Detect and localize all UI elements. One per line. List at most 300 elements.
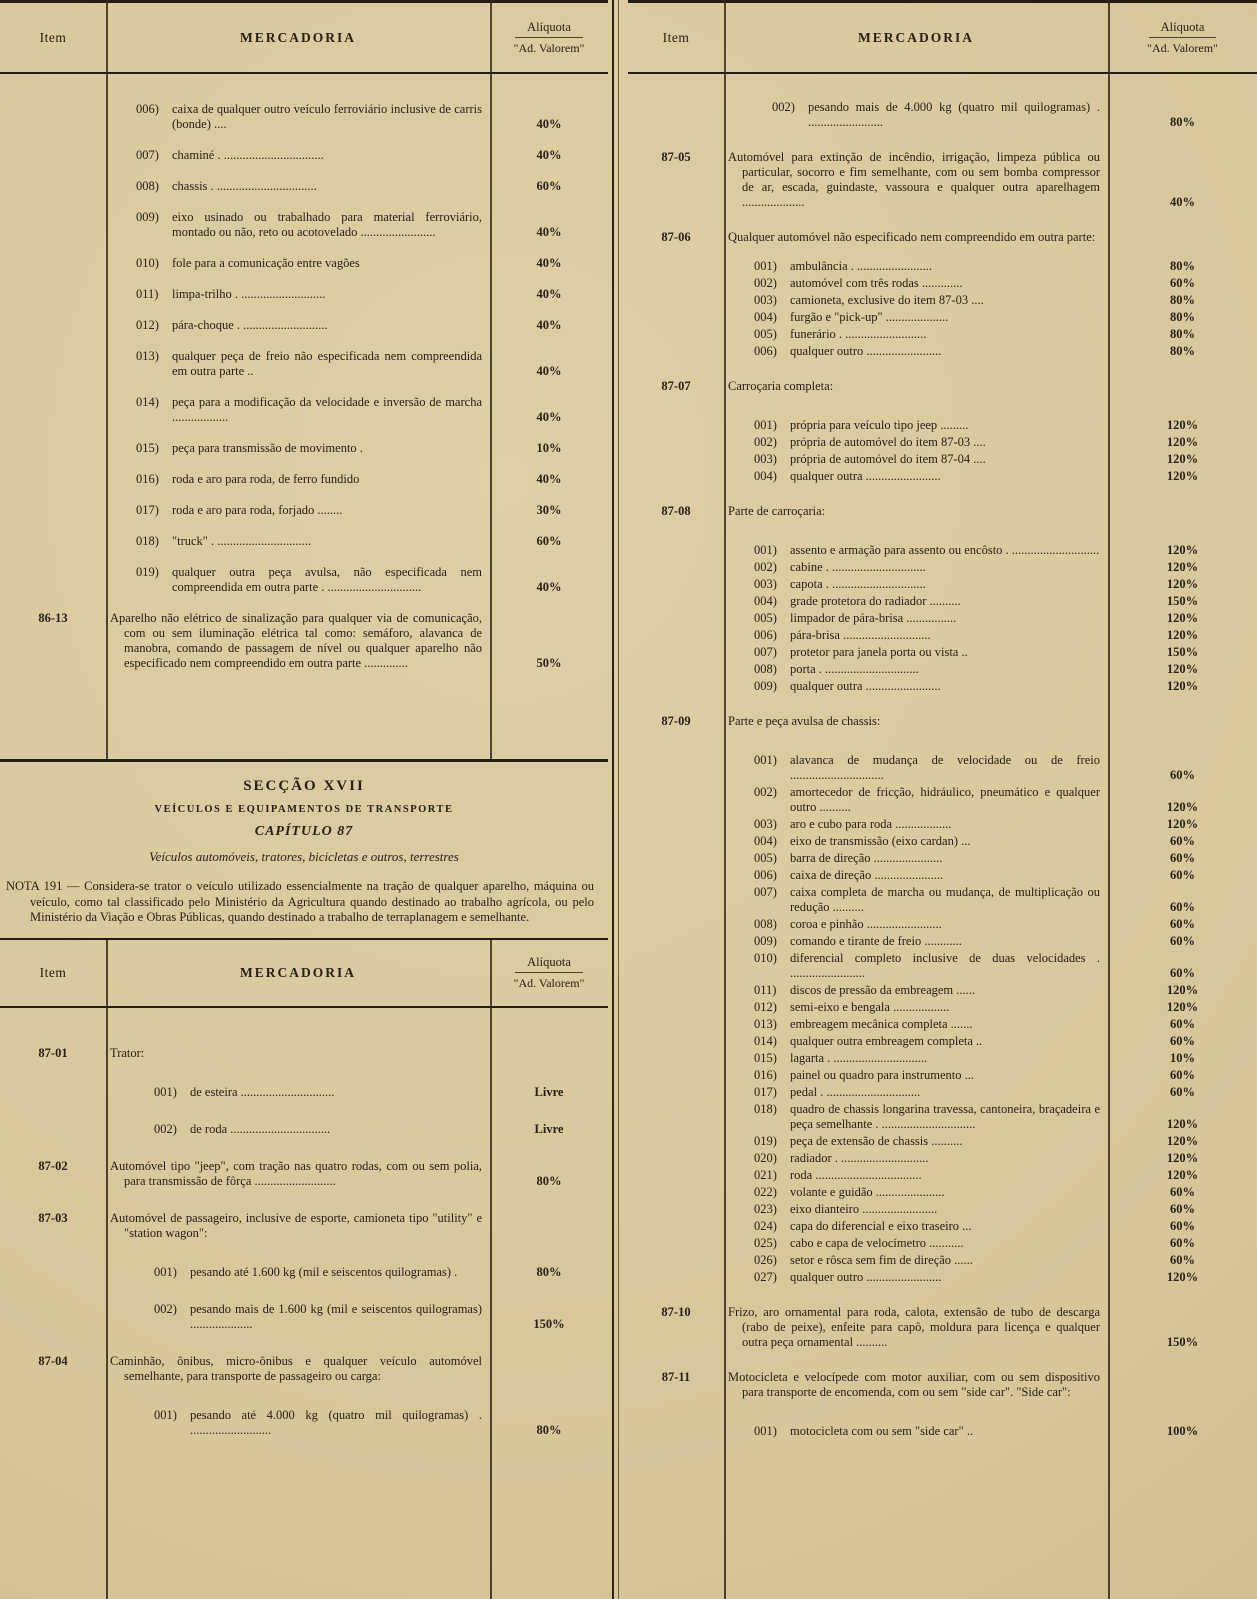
rate-value: 60% <box>1170 966 1195 980</box>
description-cell <box>106 318 490 333</box>
item-code: 86-13 <box>38 611 68 625</box>
rate-value: 40% <box>536 287 562 301</box>
description-cell <box>724 1253 1108 1268</box>
description-text: de roda ................................ <box>190 1121 331 1136</box>
sub-item-number: 002) <box>754 785 777 799</box>
sub-item-number: 009) <box>754 934 777 948</box>
description-text: chaminé . ................................ <box>172 148 324 162</box>
rate-value: 120% <box>1166 543 1199 557</box>
description-cell <box>724 1151 1108 1166</box>
rate-value: 60% <box>1170 1034 1195 1048</box>
tariff-row <box>628 1424 1257 1439</box>
rate-value: 50% <box>536 656 562 670</box>
tariff-row <box>628 1168 1257 1183</box>
sub-item-number: 022) <box>754 1185 777 1199</box>
sub-item-number: 001) <box>754 753 777 767</box>
description-text: automóvel com três rodas ............. <box>790 276 963 290</box>
rate-value: 60% <box>1170 834 1195 848</box>
description-cell <box>724 611 1108 626</box>
sub-item-number: 015) <box>136 441 159 455</box>
sub-item-number: 005) <box>754 327 777 341</box>
tariff-row <box>628 1202 1257 1217</box>
description-text: barra de direção ...................... <box>790 851 943 865</box>
rate-value: 150% <box>1166 594 1199 608</box>
description-cell <box>106 287 490 302</box>
tariff-row <box>0 611 608 671</box>
tariff-row <box>628 435 1257 450</box>
sub-item-number: 003) <box>754 293 777 307</box>
item-code: 87-03 <box>38 1210 68 1225</box>
description-text: setor e rôsca sem fim de direção ...... <box>790 1253 973 1267</box>
description-cell <box>106 179 490 194</box>
tariff-row <box>628 1185 1257 1200</box>
tariff-row <box>0 395 608 425</box>
rate-value: 40% <box>536 580 562 594</box>
sub-item-number: 002) <box>754 560 777 574</box>
rate-value: 60% <box>1170 900 1195 914</box>
tariff-row <box>628 1219 1257 1234</box>
tariff-row <box>628 1305 1257 1350</box>
item-code: 87-11 <box>661 1370 691 1384</box>
sub-item-number: 015) <box>754 1051 777 1065</box>
tariff-row <box>628 1068 1257 1083</box>
tariff-row <box>628 1000 1257 1015</box>
rate-value: 60% <box>1170 934 1195 948</box>
description-text: eixo de transmissão (eixo cardan) ... <box>790 834 971 848</box>
description-text: aro e cubo para roda .................. <box>790 817 952 831</box>
description-cell <box>724 885 1108 915</box>
rate-value: 120% <box>1166 1168 1199 1182</box>
description-cell <box>106 102 490 132</box>
rate-value: 120% <box>1166 983 1199 997</box>
description-cell <box>724 1034 1108 1049</box>
tariff-row <box>628 934 1257 949</box>
tariff-row <box>628 662 1257 677</box>
header-aliquota-line2: "Ad. Valorem" <box>1147 40 1218 55</box>
description-text: porta . .............................. <box>790 662 919 676</box>
tariff-row <box>628 344 1257 359</box>
description-text: pedal . .............................. <box>790 1085 921 1099</box>
tariff-row <box>628 594 1257 609</box>
sub-item-number: 009) <box>754 679 777 693</box>
tariff-row <box>0 441 608 456</box>
tariff-row <box>628 753 1257 783</box>
sub-item-number: 026) <box>754 1253 777 1267</box>
description-cell <box>724 934 1108 949</box>
description-cell <box>724 679 1108 694</box>
rate-value: 120% <box>1166 1117 1199 1131</box>
tariff-row <box>628 1085 1257 1100</box>
description-cell <box>724 100 1108 130</box>
item-code: 87-08 <box>661 504 691 518</box>
tariff-row <box>628 645 1257 660</box>
rate-value: 40% <box>536 318 562 332</box>
vertical-rule <box>106 940 108 1599</box>
description-text: discos de pressão da embreagem ...... <box>790 983 976 997</box>
sub-item-number: 004) <box>754 834 777 848</box>
description-text: Qualquer automóvel não especificado nem compreendido em outra parte: <box>728 230 1096 244</box>
rate-value: Livre <box>534 1121 564 1136</box>
vertical-rule <box>724 0 726 1599</box>
table-rows <box>628 74 1257 1439</box>
sub-item-number: 004) <box>754 594 777 608</box>
sub-item-number: 007) <box>136 148 159 162</box>
description-text: quadro de chassis longarina travessa, cantoneira, braçadeira e peça semelhante . .............................. <box>790 1102 1100 1131</box>
sub-item-number: 002) <box>754 276 777 290</box>
section-heading <box>0 762 608 869</box>
sub-item-number: 001) <box>754 1424 777 1438</box>
rate-value: 100% <box>1166 1424 1199 1438</box>
sub-item-number: 007) <box>754 885 777 899</box>
tariff-row <box>628 1034 1257 1049</box>
description-cell <box>724 327 1108 342</box>
description-text: própria de automóvel do item 87-04 .... <box>790 452 986 466</box>
table-header <box>0 940 608 1008</box>
description-text: semi-eixo e bengala .................. <box>790 1000 950 1014</box>
tariff-row <box>628 714 1257 729</box>
description-cell <box>724 1085 1108 1100</box>
sub-item-number: 007) <box>754 645 777 659</box>
item-code: 87-02 <box>38 1158 68 1173</box>
tariff-row <box>628 1151 1257 1166</box>
description-cell <box>724 230 1108 245</box>
rate-value: 60% <box>536 179 562 193</box>
sub-item-number: 002) <box>154 1121 177 1136</box>
tariff-row <box>628 785 1257 815</box>
sub-item-number: 001) <box>754 543 777 557</box>
description-cell <box>724 868 1108 883</box>
header-aliquota-line1: Alíquota <box>1149 20 1217 38</box>
description-text: alavanca de mudança de velocidade ou de freio .............................. <box>790 753 1100 782</box>
description-text: comando e tirante de freio ............ <box>790 934 962 948</box>
description-text: volante e guidão ...................... <box>790 1185 945 1199</box>
chapter-description: Veículos automóveis, tratores, bicicletas e outros, terrestres <box>149 849 459 864</box>
tariff-row <box>0 1302 608 1332</box>
description-cell <box>106 503 490 518</box>
description-text: pára-brisa ............................ <box>790 628 931 642</box>
sub-item-number: 013) <box>136 349 159 363</box>
description-text: Parte de carroçaria: <box>728 504 826 518</box>
description-cell <box>724 1051 1108 1066</box>
sub-item-number: 012) <box>136 318 159 332</box>
tariff-row <box>628 327 1257 342</box>
description-text: caixa completa de marcha ou mudança, de multiplicação ou redução .......... <box>790 885 1100 914</box>
description-text: qualquer outra embreagem completa .. <box>790 1034 983 1048</box>
sub-item-number: 004) <box>754 310 777 324</box>
rate-value: 150% <box>533 1316 565 1331</box>
description-cell <box>724 662 1108 677</box>
description-cell <box>724 1168 1108 1183</box>
rate-value: 60% <box>1170 917 1195 931</box>
description-cell <box>724 560 1108 575</box>
rate-value: 10% <box>536 441 562 455</box>
description-cell <box>724 469 1108 484</box>
tariff-row <box>0 565 608 595</box>
rate-value: 60% <box>1170 851 1195 865</box>
vertical-rule <box>1108 0 1110 1599</box>
rate-value: 30% <box>536 503 562 517</box>
tariff-row <box>628 293 1257 308</box>
description-cell <box>724 645 1108 660</box>
description-cell <box>724 1017 1108 1032</box>
description-text: diferencial completo inclusive de duas velocidades . ........................ <box>790 951 1100 980</box>
tariff-row <box>0 503 608 518</box>
sub-item-number: 027) <box>754 1270 777 1284</box>
description-cell <box>106 210 490 240</box>
tariff-row <box>0 1159 608 1189</box>
description-cell <box>724 1236 1108 1251</box>
description-text: grade protetora do radiador .......... <box>790 594 961 608</box>
description-text: capa do diferencial e eixo traseiro ... <box>790 1219 972 1233</box>
table-rows <box>0 1008 608 1438</box>
tariff-row <box>628 868 1257 883</box>
rate-value: 80% <box>1170 259 1195 273</box>
header-item: Item <box>39 29 67 45</box>
tariff-row <box>0 349 608 379</box>
description-text: camioneta, exclusive do item 87-03 .... <box>790 293 984 307</box>
description-cell <box>724 753 1108 783</box>
tariff-row <box>0 534 608 549</box>
item-code: 87-09 <box>661 714 691 728</box>
description-text: de esteira .............................. <box>190 1084 335 1099</box>
right-column <box>628 0 1257 1599</box>
description-text: capota . .............................. <box>790 577 926 591</box>
description-text: cabo e capa de velocímetro ........... <box>790 1236 964 1250</box>
description-text: Caminhão, ônibus, micro-ônibus e qualquer veículo automóvel semelhante, para transporte de passageiro ou carga: <box>110 1353 482 1383</box>
description-cell <box>106 1408 490 1438</box>
sub-item-number: 012) <box>754 1000 777 1014</box>
rate-value: 60% <box>1170 1253 1195 1267</box>
description-cell <box>724 917 1108 932</box>
rate-value: 40% <box>536 472 562 486</box>
sub-item-number: 019) <box>136 565 159 579</box>
rate-value: 40% <box>536 148 562 162</box>
rate-value: 40% <box>536 225 562 239</box>
sub-item-number: 013) <box>754 1017 777 1031</box>
rate-value: 60% <box>1170 1185 1195 1199</box>
description-cell <box>724 1270 1108 1285</box>
tariff-row <box>628 543 1257 558</box>
header-aliquota-line1: Alíquota <box>515 20 583 38</box>
description-text: eixo usinado ou trabalhado para material ferroviário, montado ou não, reto ou acotovelado ........................ <box>172 210 482 239</box>
description-text: peça para a modificação da velocidade e inversão de marcha .................. <box>172 395 482 424</box>
sub-item-number: 011) <box>136 287 159 301</box>
rate-value: 120% <box>1166 662 1199 676</box>
sub-item-number: 017) <box>136 503 159 517</box>
description-text: qualquer outra ........................ <box>790 679 941 693</box>
description-cell <box>106 349 490 379</box>
tariff-row <box>628 1051 1257 1066</box>
description-cell <box>724 435 1108 450</box>
rate-value: 80% <box>1170 310 1195 324</box>
vertical-rule <box>490 0 492 759</box>
header-aliquota-line2: "Ad. Valorem" <box>513 975 585 990</box>
tariff-row <box>628 885 1257 915</box>
description-cell <box>106 565 490 595</box>
description-cell <box>724 259 1108 274</box>
sub-item-number: 004) <box>754 469 777 483</box>
description-cell <box>724 1424 1108 1439</box>
rate-value: 120% <box>1166 435 1199 449</box>
description-cell <box>106 395 490 425</box>
left-table-top <box>0 0 608 762</box>
description-text: fole para a comunicação entre vagões <box>172 256 360 270</box>
sub-item-number: 001) <box>154 1407 177 1422</box>
item-code: 87-10 <box>661 1305 691 1319</box>
tariff-row <box>0 1354 608 1384</box>
left-table-bottom <box>0 938 608 1599</box>
sub-item-number: 019) <box>754 1134 777 1148</box>
item-code: 87-05 <box>661 150 691 164</box>
description-text: funerário . .......................... <box>790 327 927 341</box>
header-aliquota <box>1108 3 1257 72</box>
tariff-row <box>628 834 1257 849</box>
description-text: Automóvel tipo "jeep", com tração nas quatro rodas, com ou sem polia, para transmissão de fôrça .......................... <box>110 1158 482 1188</box>
description-text: qualquer outro ........................ <box>790 344 942 358</box>
description-cell <box>106 472 490 487</box>
header-mercadoria: MERCADORIA <box>240 964 356 980</box>
description-cell <box>724 310 1108 325</box>
sub-item-number: 006) <box>136 102 159 116</box>
item-code: 87-01 <box>38 1045 68 1060</box>
sub-item-number: 006) <box>754 628 777 642</box>
sub-item-number: 016) <box>136 472 159 486</box>
tariff-row <box>628 817 1257 832</box>
sub-item-number: 010) <box>754 951 777 965</box>
rate-value: 120% <box>1166 1134 1199 1148</box>
description-cell <box>106 611 490 671</box>
description-cell <box>724 577 1108 592</box>
description-text: pesando mais de 1.600 kg (mil e seiscentos quilogramas) .................... <box>190 1301 482 1331</box>
description-cell <box>724 150 1108 210</box>
description-cell <box>106 1122 490 1137</box>
description-cell <box>724 983 1108 998</box>
description-text: pesando mais de 4.000 kg (quatro mil quilogramas) . ........................ <box>808 100 1100 129</box>
description-text: Aparelho não elétrico de sinalização para qualquer via de comunicação, com ou sem iluminação elétrica tal como: semáforo, alavanca de manobra, comando de passagem de nível ou qualquer aparelho não especificado nem compreendido em outra parte .............. <box>110 611 482 670</box>
tariff-row <box>0 1211 608 1241</box>
sub-item-number: 008) <box>754 662 777 676</box>
description-text: Automóvel para extinção de incêndio, irrigação, limpeza pública ou particular, socorro e fim semelhante, com ou sem bomba compressor de ar, escada, guindaste, vassoura e qualquer outra aparelhagem .................... <box>728 150 1100 209</box>
tariff-row <box>628 230 1257 245</box>
rate-value: 60% <box>1170 1202 1195 1216</box>
description-text: Carroçaria completa: <box>728 379 834 393</box>
description-cell <box>724 1102 1108 1132</box>
tariff-row <box>628 469 1257 484</box>
description-cell <box>724 834 1108 849</box>
tariff-row <box>628 418 1257 433</box>
tariff-row <box>628 276 1257 291</box>
description-cell <box>724 293 1108 308</box>
description-cell <box>724 1068 1108 1083</box>
description-cell <box>724 1305 1108 1350</box>
description-text: roda e aro para roda, forjado ........ <box>172 503 343 517</box>
description-cell <box>724 785 1108 815</box>
rate-value: 60% <box>1170 768 1195 782</box>
sub-item-number: 011) <box>754 983 777 997</box>
sub-item-number: 003) <box>754 577 777 591</box>
tariff-row <box>628 611 1257 626</box>
header-aliquota <box>490 940 608 1006</box>
rate-value: 150% <box>1166 645 1199 659</box>
sub-item-number: 014) <box>136 395 159 409</box>
description-cell <box>106 148 490 163</box>
description-cell <box>724 628 1108 643</box>
rate-value: 80% <box>1170 115 1195 129</box>
description-text: Automóvel de passageiro, inclusive de esporte, camioneta tipo "utility" e "station wagon": <box>110 1210 482 1240</box>
tariff-row <box>628 1102 1257 1132</box>
description-text: furgão e "pick-up" .................... <box>790 310 949 324</box>
item-code: 87-06 <box>661 230 691 244</box>
header-aliquota-line1: Alíquota <box>515 955 583 973</box>
sub-item-number: 021) <box>754 1168 777 1182</box>
item-code: 87-07 <box>661 379 691 393</box>
description-cell <box>724 379 1108 394</box>
sub-item-number: 016) <box>754 1068 777 1082</box>
description-cell <box>106 1085 490 1100</box>
rate-value: 120% <box>1166 469 1199 483</box>
sub-item-number: 023) <box>754 1202 777 1216</box>
description-text: pesando até 1.600 kg (mil e seiscentos quilogramas) . <box>190 1264 458 1279</box>
description-text: peça para transmissão de movimento . <box>172 441 363 455</box>
tariff-row <box>628 310 1257 325</box>
description-text: qualquer outra peça avulsa, não especificada nem compreendida em outra parte . .............................. <box>172 565 482 594</box>
description-cell <box>724 851 1108 866</box>
sub-item-number: 008) <box>136 179 159 193</box>
header-aliquota <box>490 3 608 72</box>
rate-value: 80% <box>536 1173 562 1188</box>
description-cell <box>106 1265 490 1280</box>
description-text: qualquer outro ........................ <box>790 1270 942 1284</box>
description-text: "truck" . .............................. <box>172 534 312 548</box>
tariff-row <box>628 628 1257 643</box>
tariff-row <box>0 1408 608 1438</box>
table-header <box>628 0 1257 74</box>
nota-paragraph: NOTA 191 — Considera-se trator o veículo utilizado essencialmente na tração de qualquer aparelho, máquina ou veículo, como tal classificado pelo Ministério da Agricultura quando destinado ao trabalho agrícola, ou pelo Ministério da Viação e Obras Públicas, quando destinado a trabalho de terraplanagem e semelhante. <box>6 879 594 924</box>
description-text: protetor para janela porta ou vista .. <box>790 645 968 659</box>
description-text: assento e armação para assento ou encôsto . ............................ <box>790 543 1100 557</box>
rate-value: 10% <box>1170 1051 1195 1065</box>
rate-value: 40% <box>1170 195 1195 209</box>
description-cell <box>106 1046 490 1061</box>
description-text: embreagem mecânica completa ....... <box>790 1017 973 1031</box>
tariff-row <box>0 318 608 333</box>
tariff-row <box>628 452 1257 467</box>
description-text: própria para veículo tipo jeep ......... <box>790 418 969 432</box>
tariff-row <box>0 210 608 240</box>
rate-value: 40% <box>536 256 562 270</box>
description-text: limpador de pára-brisa ................ <box>790 611 957 625</box>
rate-value: 120% <box>1166 1151 1199 1165</box>
table-rows <box>0 74 608 671</box>
description-cell <box>724 1000 1108 1015</box>
rate-value: 60% <box>1170 276 1195 290</box>
description-cell <box>106 1159 490 1189</box>
chapter-title: CAPÍTULO 87 <box>254 824 354 839</box>
rate-value: 40% <box>536 117 562 131</box>
tariff-row <box>628 1370 1257 1400</box>
rate-value: 120% <box>1166 560 1199 574</box>
rate-value: 120% <box>1166 628 1199 642</box>
description-text: lagarta . .............................. <box>790 1051 928 1065</box>
description-cell <box>724 714 1108 729</box>
sub-item-number: 025) <box>754 1236 777 1250</box>
sub-item-number: 002) <box>754 435 777 449</box>
section-subtitle: VEÍCULOS E EQUIPAMENTOS DE TRANSPORTE <box>154 804 454 815</box>
vertical-rule <box>106 0 108 759</box>
sub-item-number: 014) <box>754 1034 777 1048</box>
rate-value: 120% <box>1166 611 1199 625</box>
sub-item-number: 001) <box>754 418 777 432</box>
